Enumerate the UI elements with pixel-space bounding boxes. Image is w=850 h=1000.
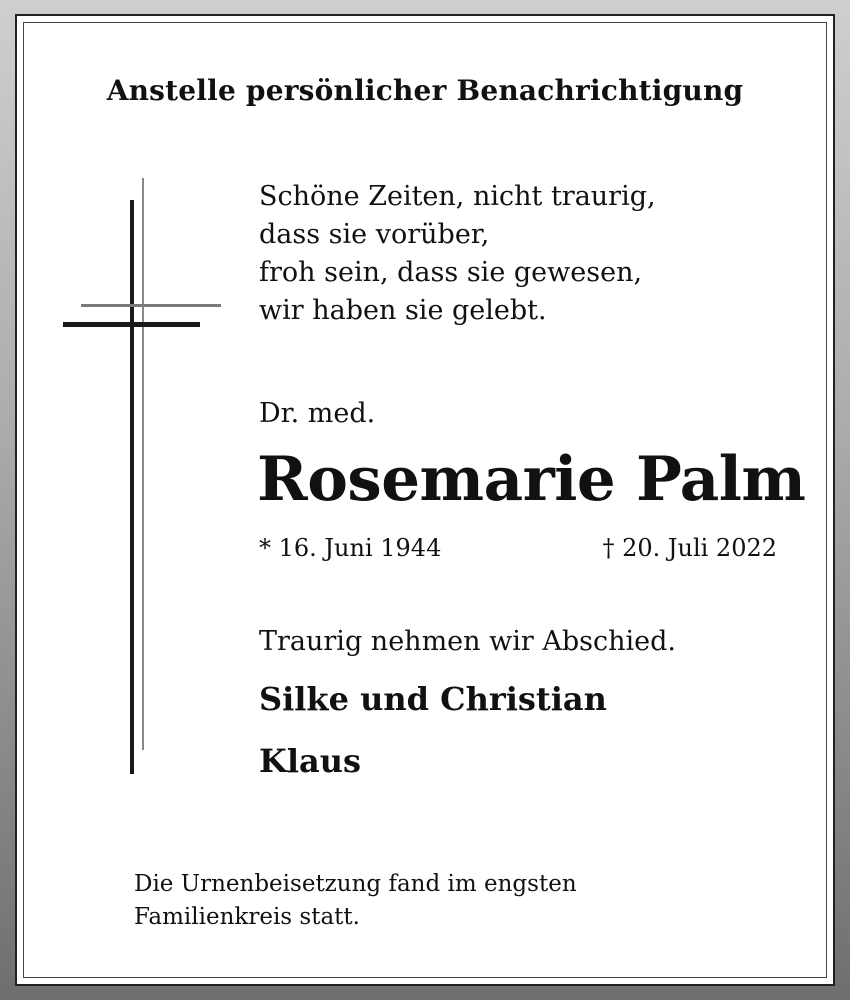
verse-line: froh sein, dass sie gewesen, [259, 257, 643, 288]
burial-note [134, 868, 577, 934]
verse-line: dass sie vorüber, [259, 219, 490, 250]
burial-note-line: Die Urnenbeisetzung fand im engsten [134, 871, 577, 897]
death-date: † 20. Juli 2022 [602, 534, 777, 562]
verse-line: wir haben sie gelebt. [259, 295, 547, 326]
verse-line: Schöne Zeiten, nicht traurig, [259, 181, 656, 212]
deceased-name: Rosemarie Palm [257, 444, 806, 515]
farewell-text: Traurig nehmen wir Abschied. [259, 626, 676, 657]
academic-title: Dr. med. [259, 398, 376, 429]
mourner-names: Silke und Christian [259, 680, 607, 718]
cross-thick-horizontal [63, 322, 200, 327]
notice-header: Anstelle persönlicher Benachrichtigung [106, 74, 744, 107]
cross-thin-vertical [142, 178, 144, 750]
cross-thin-horizontal [81, 304, 221, 307]
obituary-card [15, 14, 835, 986]
burial-note-line: Familienkreis statt. [134, 904, 360, 930]
cross-thick-vertical [130, 200, 134, 774]
mourner-names: Klaus [259, 742, 361, 780]
birth-date: * 16. Juni 1944 [259, 534, 442, 562]
verse [259, 178, 656, 330]
